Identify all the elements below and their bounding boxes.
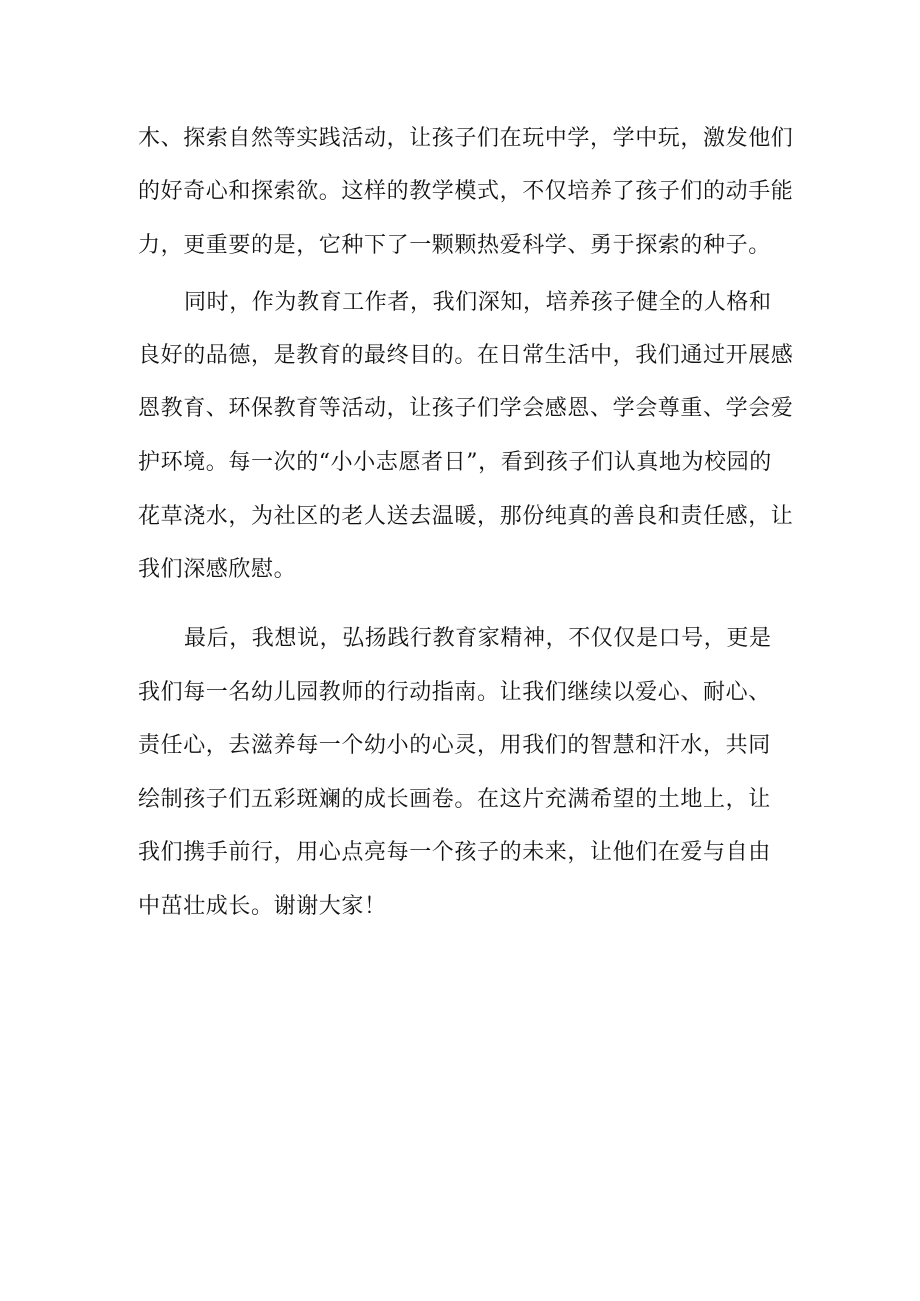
paragraph-3-line-6: 中茁壮成长。谢谢大家！ bbox=[138, 894, 387, 919]
paragraph-2-line-4: 护环境。每一次的“小小志愿者日”，看到孩子们认真地为校园的 bbox=[138, 450, 772, 475]
paragraph-2-line-1: 同时，作为教育工作者，我们深知，培养孩子健全的人格和 bbox=[184, 290, 772, 315]
paragraph-2-line-3: 恩教育、环保教育等活动，让孩子们学会感恩、学会尊重、学会爱 bbox=[138, 396, 794, 421]
paragraph-3-line-3: 责任心，去滋养每一个幼小的心灵，用我们的智慧和汗水，共同 bbox=[138, 733, 771, 758]
paragraph-1-line-3: 力，更重要的是，它种下了一颗颗热爱科学、勇于探索的种子。 bbox=[138, 233, 771, 258]
paragraph-3-line-4: 绘制孩子们五彩斑斓的成长画卷。在这片充满希望的土地上，让 bbox=[138, 787, 771, 812]
paragraph-2-line-6: 我们深感欣慰。 bbox=[138, 557, 297, 582]
paragraph-3-line-2: 我们每一名幼儿园教师的行动指南。让我们继续以爱心、耐心、 bbox=[138, 680, 771, 705]
paragraph-1-line-1: 木、探索自然等实践活动，让孩子们在玩中学，学中玩，激发他们 bbox=[138, 126, 794, 151]
paragraph-3-line-5: 我们携手前行，用心点亮每一个孩子的未来，让他们在爱与自由 bbox=[138, 840, 771, 865]
paragraph-1-line-2: 的好奇心和探索欲。这样的教学模式，不仅培养了孩子们的动手能 bbox=[138, 179, 794, 204]
paragraph-3-line-1: 最后，我想说，弘扬践行教育家精神，不仅仅是口号，更是 bbox=[184, 626, 772, 651]
paragraph-2-line-2: 良好的品德，是教育的最终目的。在日常生活中，我们通过开展感 bbox=[138, 343, 794, 368]
paragraph-2-line-5: 花草浇水，为社区的老人送去温暖，那份纯真的善良和责任感，让 bbox=[138, 504, 794, 529]
